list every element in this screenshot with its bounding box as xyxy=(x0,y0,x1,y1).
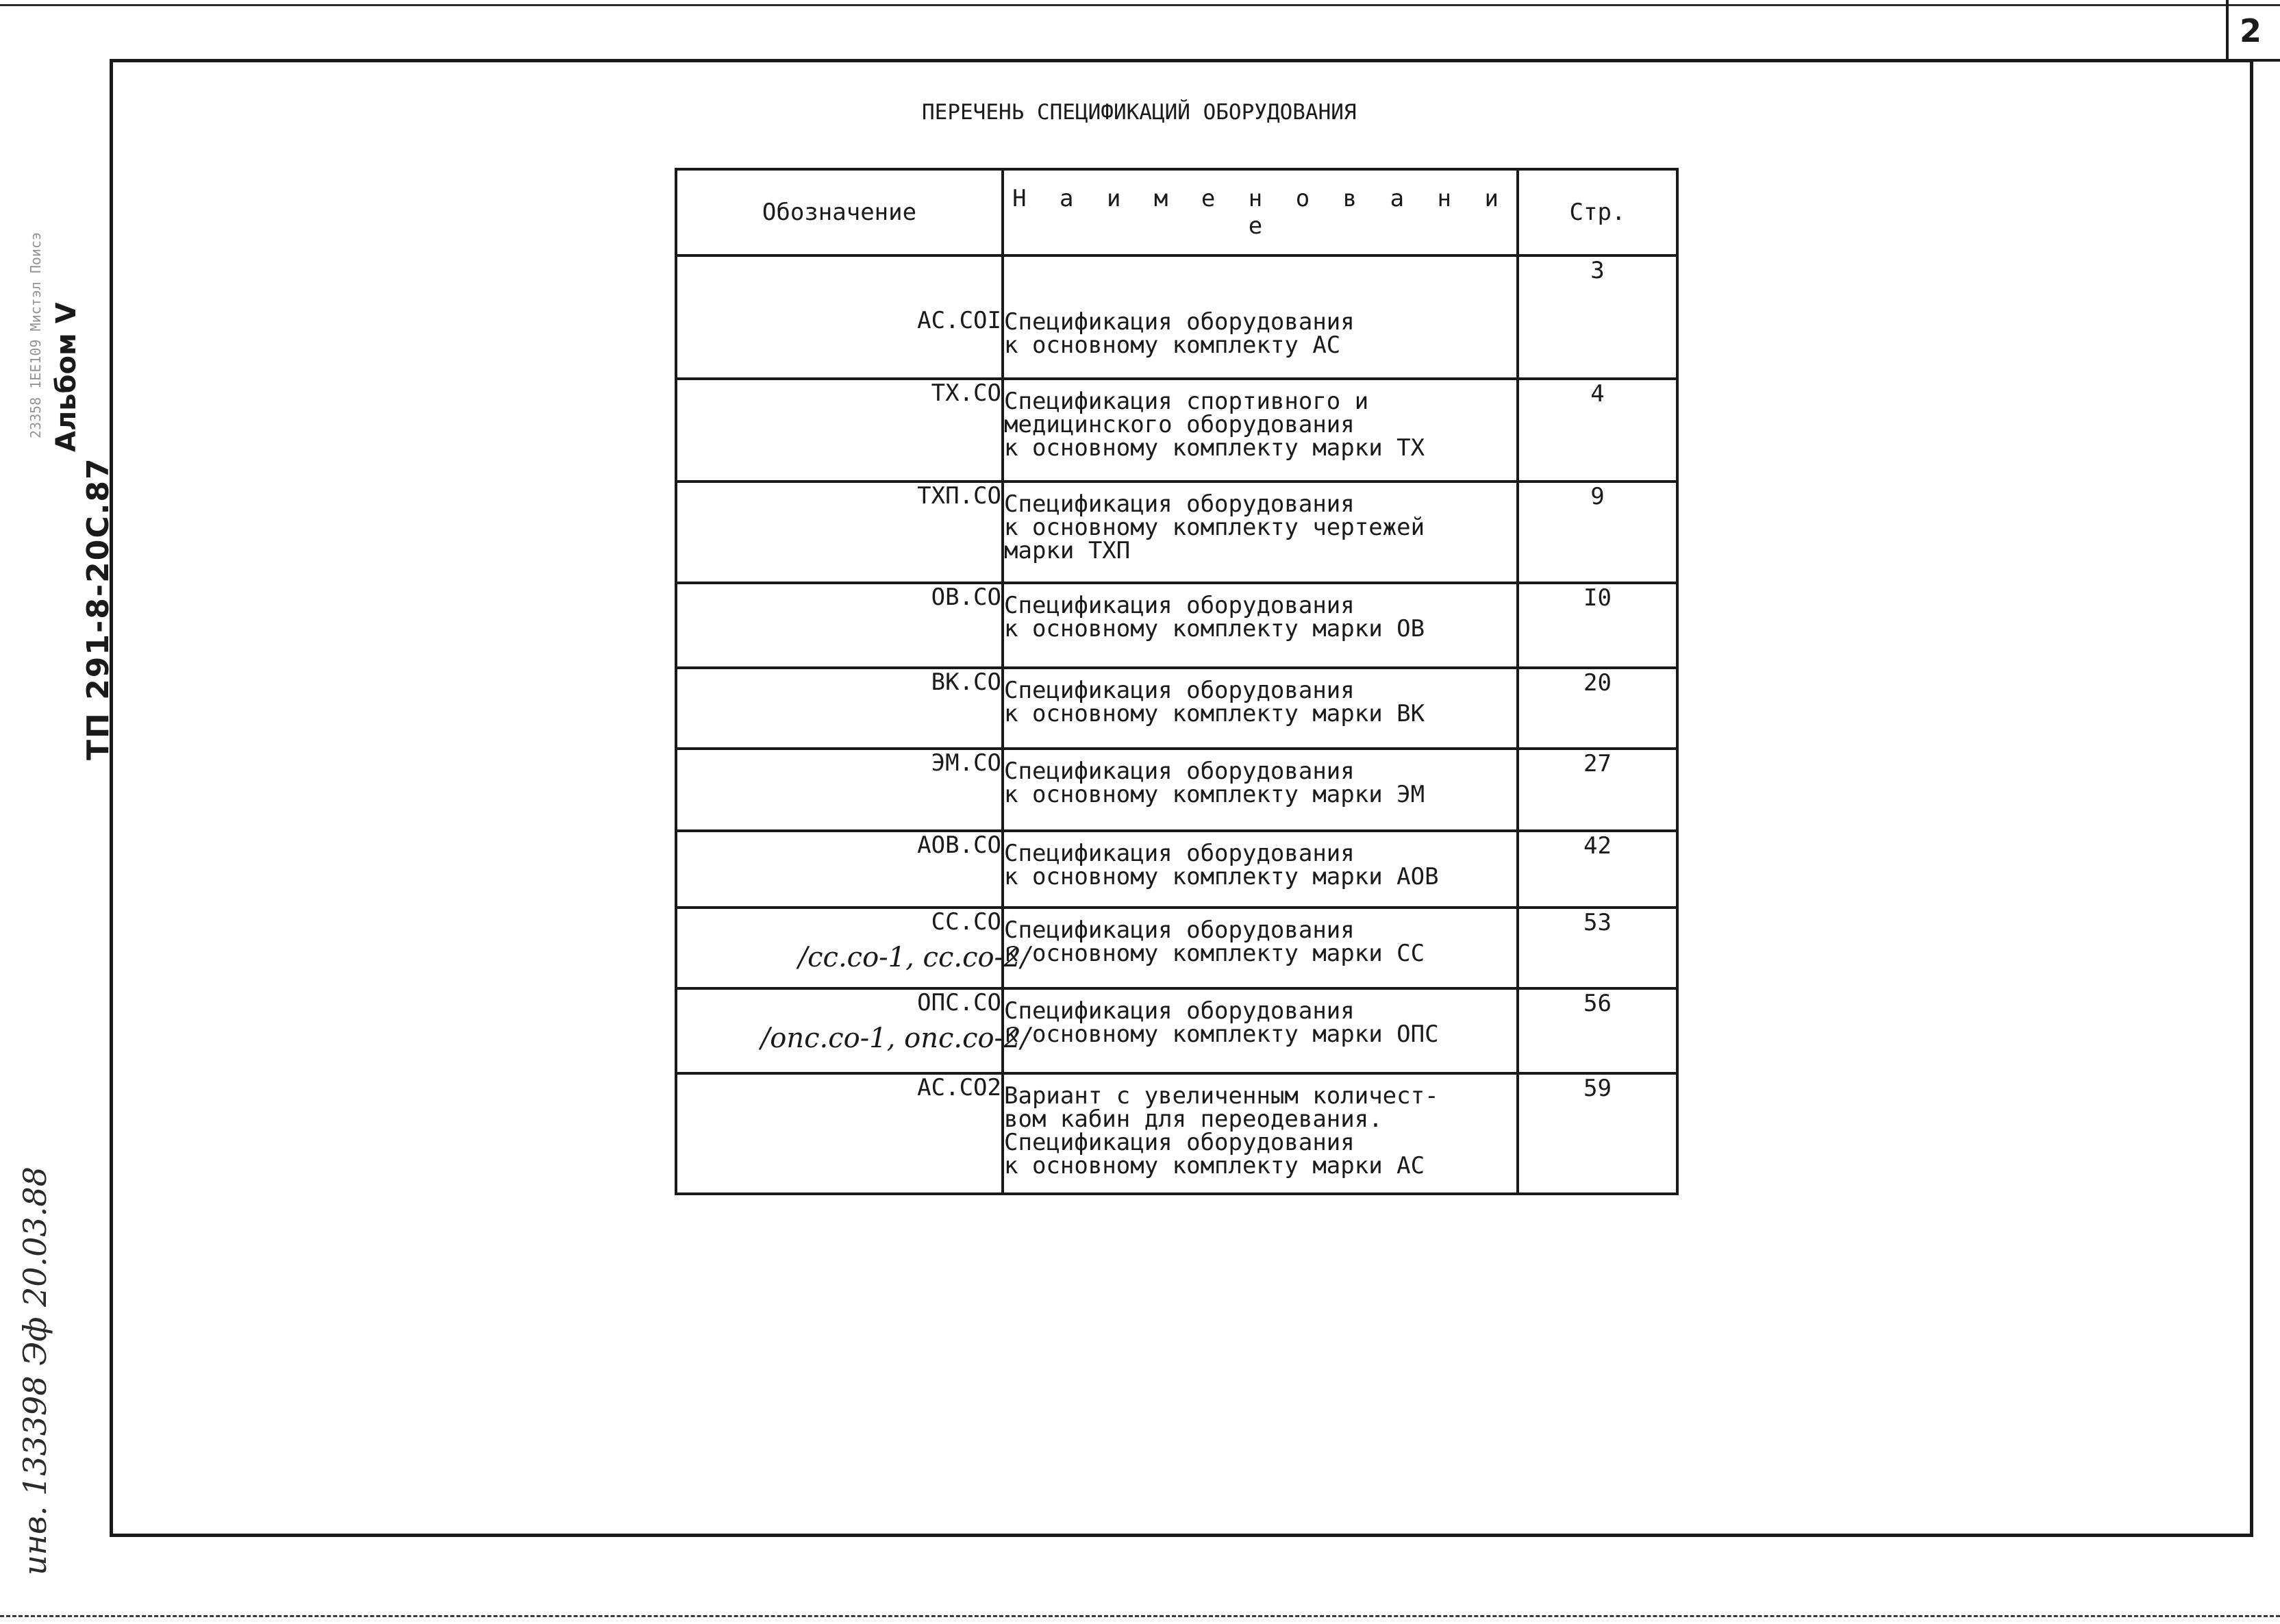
name-line: к основному комплекту марки ОПС xyxy=(1004,1021,1439,1048)
cell-code xyxy=(676,749,1003,831)
cell-code xyxy=(676,1073,1003,1194)
cell-page: 53 xyxy=(1518,908,1677,988)
side-inventory-handwriting: инв. 133398 Эф 20.03.88 xyxy=(16,1166,53,1575)
code-text: ВК.СО xyxy=(931,669,1001,696)
cell-code xyxy=(676,831,1003,908)
cell-page: 9 xyxy=(1518,482,1677,583)
name-line: Спецификация оборудования xyxy=(1004,490,1355,518)
code-handwritten-subcodes: /сс.со-1, сс.со-2/ xyxy=(798,942,1030,973)
name-line: к основному комплекту АС xyxy=(1004,332,1341,359)
table-row xyxy=(676,988,1677,1073)
cell-name xyxy=(1003,831,1518,908)
code-text: СС.СО xyxy=(931,908,1001,936)
name-line: Вариант с увеличенным количест- xyxy=(1004,1082,1439,1110)
header-name: Н а и м е н о в а н и е xyxy=(1003,169,1518,255)
name-line: к основному комплекту марки ТХ xyxy=(1004,434,1425,462)
cell-name xyxy=(1003,988,1518,1073)
cell-page: 42 xyxy=(1518,831,1677,908)
name-line: Спецификация оборудования xyxy=(1004,840,1355,867)
table-row xyxy=(676,749,1677,831)
name-line: к основному комплекту марки АОВ xyxy=(1004,863,1439,890)
code-text: ОПС.СО xyxy=(917,989,1001,1016)
spec-list-table xyxy=(675,168,1679,1195)
cell-page: 20 xyxy=(1518,668,1677,749)
side-album-label: Альбом V xyxy=(51,302,82,452)
table-row xyxy=(676,908,1677,988)
table-row xyxy=(676,668,1677,749)
cell-page: 56 xyxy=(1518,988,1677,1073)
cell-name xyxy=(1003,908,1518,988)
name-line: Спецификация оборудования xyxy=(1004,916,1355,944)
cell-page: I0 xyxy=(1518,583,1677,668)
code-text: АОВ.СО xyxy=(917,832,1001,859)
name-line: Спецификация оборудования xyxy=(1004,997,1355,1025)
sheet-top-line xyxy=(0,4,2280,6)
page-number-box xyxy=(2226,0,2280,62)
cell-code xyxy=(676,379,1003,482)
name-line: к основному комплекту чертежей xyxy=(1004,514,1425,541)
cell-code xyxy=(676,988,1030,1073)
cell-page: 27 xyxy=(1518,749,1677,831)
table-row xyxy=(676,482,1677,583)
name-line: к основному комплекту марки ЭМ xyxy=(1004,781,1425,808)
side-small-note: 23358 1ЕЕ109 Мистэл Поисэ xyxy=(27,232,44,438)
name-line: Спецификация оборудования xyxy=(1004,308,1355,336)
name-line: Спецификация оборудования xyxy=(1004,1129,1355,1156)
cell-name xyxy=(1003,749,1518,831)
table-body xyxy=(676,255,1677,1194)
code-text: АС.СОI xyxy=(917,307,1001,334)
table-header-row xyxy=(676,169,1677,255)
table-row xyxy=(676,1073,1677,1194)
cell-name xyxy=(1003,379,1518,482)
code-text: ТХ.СО xyxy=(931,379,1001,407)
cell-page: 4 xyxy=(1518,379,1677,482)
name-line: Спецификация оборудования xyxy=(1004,677,1355,704)
header-page: Стр. xyxy=(1518,169,1677,255)
name-line: Спецификация оборудования xyxy=(1004,758,1355,785)
name-line: марки ТХП xyxy=(1004,537,1131,564)
page-number: 2 xyxy=(2240,12,2262,49)
cell-page: 3 xyxy=(1518,255,1677,379)
table-row xyxy=(676,831,1677,908)
table-row xyxy=(676,379,1677,482)
name-line: медицинского оборудования xyxy=(1004,411,1355,438)
name-line: к основному комплекту марки АС xyxy=(1004,1152,1425,1179)
name-line: вом кабин для переодевания. xyxy=(1004,1105,1383,1133)
code-handwritten-subcodes: /опс.со-1, опс.со-2/ xyxy=(760,1023,1030,1054)
cell-name xyxy=(1003,482,1518,583)
cell-name xyxy=(1003,255,1518,379)
code-text: ОВ.СО xyxy=(931,584,1001,611)
cell-name xyxy=(1003,583,1518,668)
document-title: ПЕРЕЧЕНЬ СПЕЦИФИКАЦИЙ ОБОРУДОВАНИЯ xyxy=(922,100,1357,125)
cell-code xyxy=(676,908,1030,988)
side-document-code: ТП 291-8-20С.87 xyxy=(81,457,116,760)
name-line: к основному комплекту марки СС xyxy=(1004,940,1425,967)
name-line: к основному комплекту марки ОВ xyxy=(1004,615,1425,642)
name-line: Спецификация оборудования xyxy=(1004,592,1355,619)
cell-code xyxy=(676,482,1003,583)
table-row xyxy=(676,255,1677,379)
name-line: к основному комплекту марки ВК xyxy=(1004,700,1425,727)
cell-name xyxy=(1003,668,1518,749)
code-text: ЭМ.СО xyxy=(931,749,1001,777)
cell-code xyxy=(676,668,1003,749)
cell-code xyxy=(676,583,1003,668)
sheet-bottom-line xyxy=(0,1615,2280,1617)
table-row xyxy=(676,583,1677,668)
code-text: ТХП.СО xyxy=(917,482,1001,510)
cell-name xyxy=(1003,1073,1518,1194)
cell-page: 59 xyxy=(1518,1073,1677,1194)
header-code: Обозначение xyxy=(676,169,1003,255)
name-line: Спецификация спортивного и xyxy=(1004,388,1369,415)
cell-code xyxy=(676,255,1003,379)
code-text: АС.СО2 xyxy=(917,1074,1001,1101)
